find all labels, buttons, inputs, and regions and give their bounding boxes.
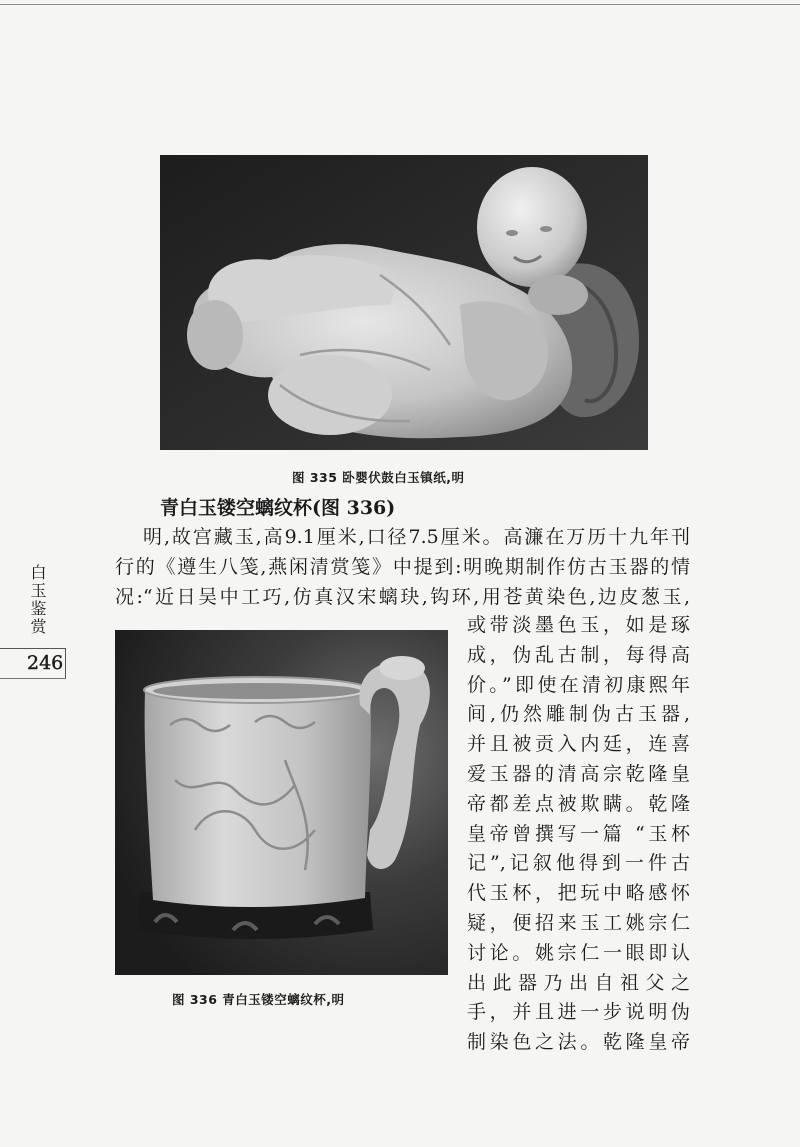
body-line: 行的《遵生八笺,燕闲清赏笺》中提到:明晚期制作仿古玉器的情	[115, 555, 690, 578]
body-line: 疑，便招来玉工姚宗仁	[467, 911, 690, 934]
section-heading: 青白玉镂空螭纹杯(图 336)	[160, 497, 396, 519]
body-line: 代玉杯，把玩中略感怀	[467, 882, 690, 905]
figure-335-caption: 图 335 卧婴伏鼓白玉镇纸,明	[292, 470, 465, 485]
body-line: 或带淡墨色玉，如是琢	[467, 614, 690, 636]
body-line: 价。”即使在清初康熙年	[467, 673, 690, 696]
body-line: 爱玉器的清高宗乾隆皇	[467, 762, 690, 785]
body-line: 成，伪乱古制，每得高	[467, 643, 690, 666]
body-line: 况:“近日吴中工巧,仿真汉宋螭玦,钩环,用苍黄染色,边皮葱玉,	[115, 585, 690, 608]
running-title: 白玉鉴赏	[28, 564, 47, 636]
body-line: 皇帝曾撰写一篇 “玉杯	[467, 822, 690, 845]
figure-335-photo	[160, 155, 648, 450]
body-line: 出此器乃出自祖父之	[467, 971, 690, 994]
top-rule	[0, 4, 800, 5]
body-line: 手，并且进一步说明伪	[467, 1001, 690, 1024]
body-line: 明,故宫藏玉,高9.1厘米,口径7.5厘米。高濂在万历十九年刊	[143, 526, 690, 548]
infant-eye-right	[540, 226, 552, 232]
page-number: 246	[27, 652, 64, 674]
figure-336-photo	[115, 630, 448, 975]
body-line: 间,仍然雕制伪古玉器,	[467, 703, 690, 726]
dragon-head	[379, 656, 425, 680]
infant-lower-leg	[268, 355, 392, 435]
body-line: 记”,记叙他得到一件古	[467, 852, 690, 875]
body-line: 帝都差点被欺瞒。乾隆	[467, 792, 690, 815]
body-line: 制染色之法。乾隆皇帝	[467, 1031, 690, 1054]
body-line: 并且被贡入内廷，连喜	[467, 733, 690, 756]
figure-336-caption: 图 336 青白玉镂空螭纹杯,明	[172, 992, 345, 1007]
cup-interior	[153, 683, 361, 699]
infant-foot	[187, 300, 243, 370]
body-line: 讨论。姚宗仁一眼即认	[467, 941, 690, 964]
infant-head	[477, 167, 587, 287]
infant-eye-left	[506, 230, 518, 236]
body-text-full-width	[115, 523, 690, 612]
body-text-column	[467, 611, 690, 1058]
infant-hand	[528, 275, 588, 315]
